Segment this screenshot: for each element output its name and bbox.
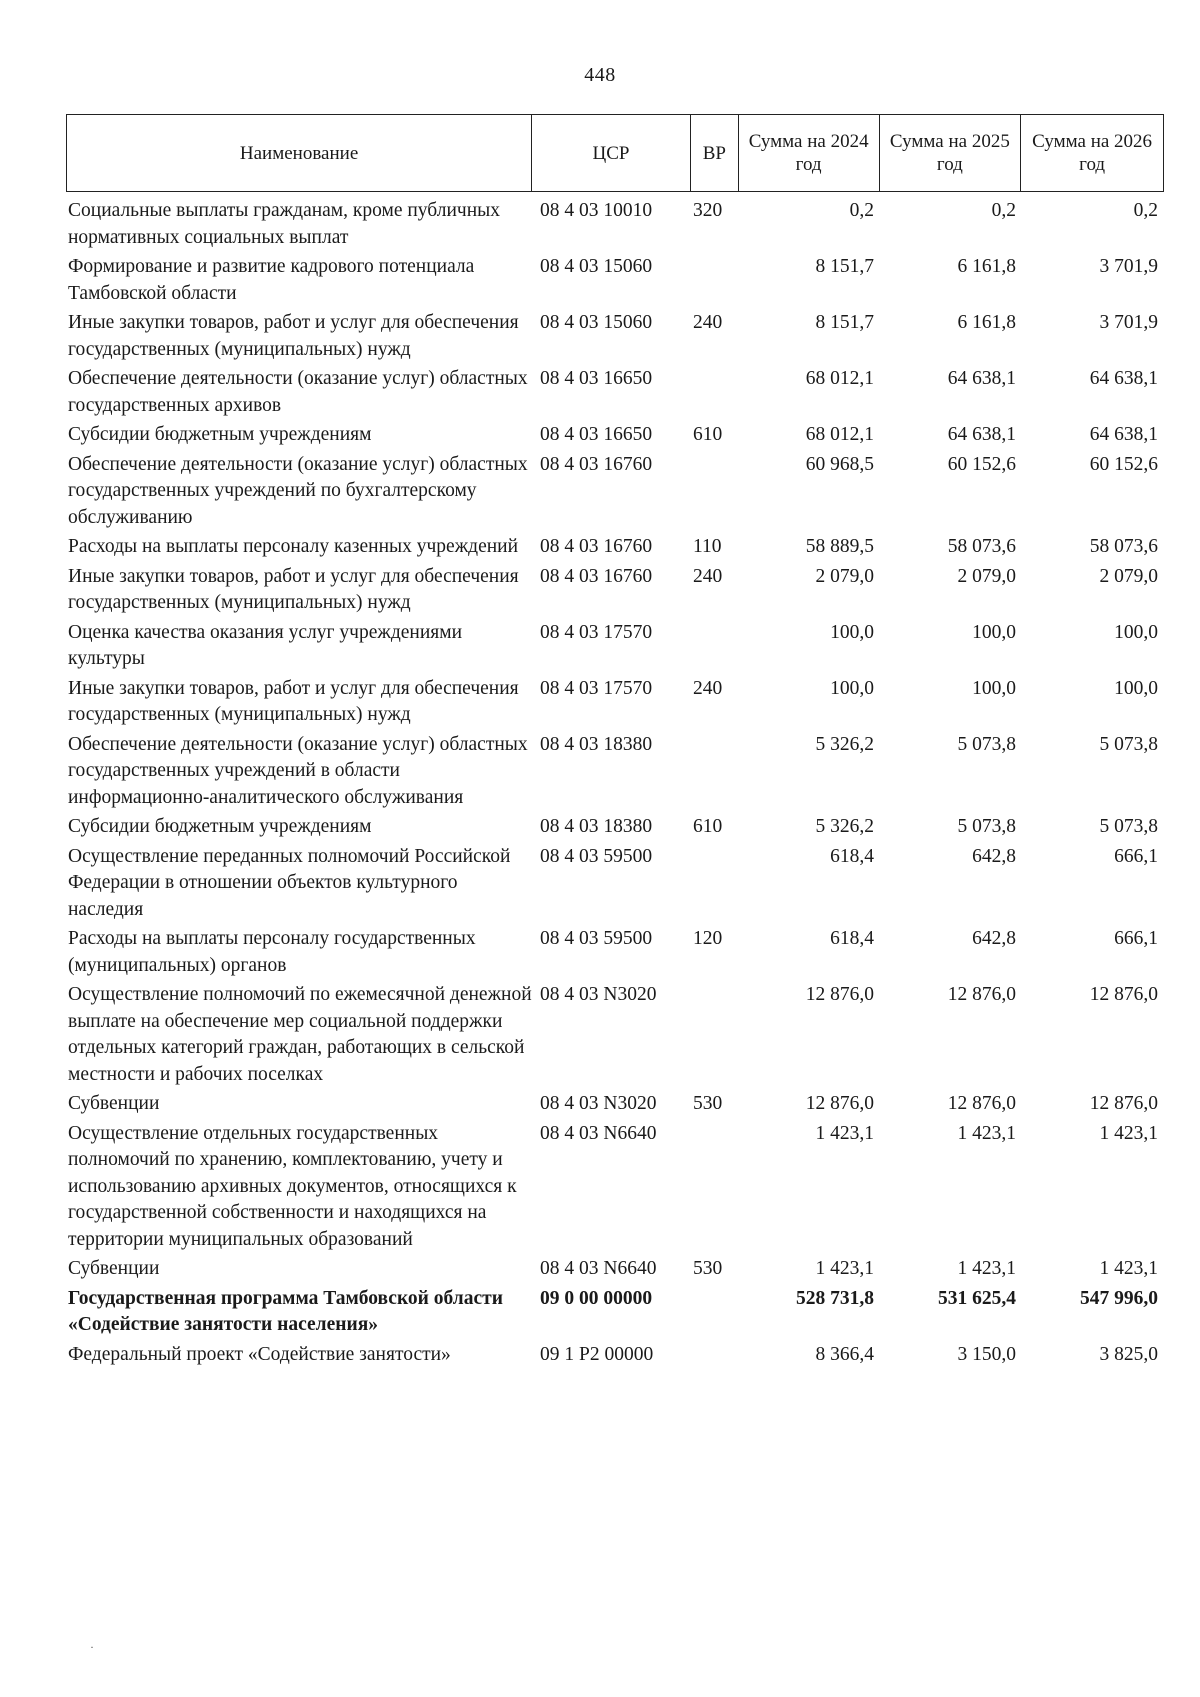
cell-csr: 08 4 03 18380 [540,733,653,755]
cell-sum-2024: 618,4 [830,928,874,949]
cell-name: Федеральный проект «Содействие занятости» [68,1343,451,1365]
cell-csr: 08 4 03 16650 [540,368,653,389]
cell-sum-2025: 642,8 [972,928,1016,949]
cell-csr: 08 4 03 10010 [540,200,653,221]
cell-csr: 08 4 03 59500 [540,928,653,949]
cell-name: Субвенции [68,1093,160,1114]
table-row [66,1342,1164,1369]
cell-sum-2024: 0,2 [849,200,874,221]
cell-vr [691,1121,739,1254]
cell-name: Субсидии бюджетным учреждениям [68,816,372,837]
cell-vr [691,1342,739,1369]
cell-vr: 120 [693,928,723,949]
cell-sum-2025: 1 423,1 [957,1258,1016,1279]
table-row [66,620,1164,673]
cell-name: Оценка качества оказания услуг учреждениями культуры [68,621,463,669]
cell-csr: 08 4 03 16650 [540,424,653,445]
header-name: Наименование [67,115,532,191]
cell-sum-2026: 64 638,1 [1089,424,1158,445]
cell-csr: 09 1 P2 00000 [540,1343,654,1365]
cell-name: Субсидии бюджетным учреждениям [68,424,372,445]
header-csr: ЦСР [532,115,691,191]
table-row [66,198,1164,251]
cell-name: Обеспечение деятельности (оказание услуг) областных государственных учреждений по бухгалтерскому обслуживанию [68,453,528,528]
cell-vr: 530 [693,1093,723,1114]
cell-name: Осуществление полномочий по ежемесячной денежной выплате на обеспечение мер социальной поддержки отдельных категорий граждан, работающих в сельской местности и рабочих поселках [68,984,532,1085]
cell-vr: 240 [693,565,723,587]
header-sum-2025: Сумма на 2025 год [880,115,1022,191]
table-row [66,422,1164,449]
cell-sum-2024: 8 366,4 [815,1343,874,1365]
cell-sum-2025: 100,0 [972,677,1016,699]
table-row [66,676,1164,729]
cell-csr: 08 4 03 18380 [540,816,653,837]
cell-vr: 610 [693,424,723,445]
cell-sum-2025: 100,0 [972,621,1016,643]
cell-sum-2024: 58 889,5 [805,536,874,557]
table-row [66,1121,1164,1254]
cell-sum-2024: 12 876,0 [805,984,874,1005]
table-row [66,1256,1164,1283]
table-row [66,452,1164,532]
cell-sum-2026: 666,1 [1114,845,1158,867]
table-row [66,1091,1164,1118]
table-row [66,254,1164,307]
table-body [66,198,1164,1371]
cell-name: Формирование и развитие кадрового потенциала Тамбовской области [68,256,475,304]
cell-sum-2025: 642,8 [972,845,1016,867]
cell-sum-2024: 1 423,1 [815,1122,874,1144]
cell-sum-2024: 2 079,0 [815,565,874,587]
header-vr: ВР [691,115,739,191]
cell-sum-2025: 64 638,1 [947,368,1016,389]
cell-name: Субвенции [68,1258,160,1279]
table-row [66,1286,1164,1339]
cell-vr [691,452,739,532]
cell-csr: 08 4 03 N3020 [540,1093,657,1114]
cell-sum-2026: 12 876,0 [1089,1093,1158,1114]
cell-name: Осуществление отдельных государственных полномочий по хранению, комплектованию, учету и использованию архивных документов, относящихся к государственной собственности и находящихся на территории муниципальных образований [68,1122,517,1250]
cell-sum-2024: 68 012,1 [805,368,874,389]
cell-sum-2025: 60 152,6 [947,453,1016,475]
cell-csr: 08 4 03 59500 [540,845,653,867]
cell-sum-2026: 5 073,8 [1099,816,1158,837]
cell-vr [691,844,739,924]
cell-csr: 08 4 03 16760 [540,565,653,587]
cell-vr: 320 [693,200,723,221]
cell-csr: 08 4 03 N3020 [540,984,657,1005]
table-row [66,926,1164,979]
cell-csr: 08 4 03 17570 [540,677,653,699]
cell-name: Иные закупки товаров, работ и услуг для обеспечения государственных (муниципальных) нужд [68,677,519,725]
cell-sum-2024: 68 012,1 [805,424,874,445]
table-row [66,844,1164,924]
cell-csr: 08 4 03 16760 [540,536,653,557]
table-row [66,366,1164,419]
cell-name: Социальные выплаты гражданам, кроме публичных нормативных социальных выплат [68,200,500,248]
cell-sum-2025: 5 073,8 [957,733,1016,755]
table-row [66,564,1164,617]
table-row [66,982,1164,1088]
cell-vr [691,982,739,1088]
cell-name: Расходы на выплаты персоналу государственных (муниципальных) органов [68,928,476,976]
cell-sum-2024: 8 151,7 [815,256,874,277]
table-row [66,534,1164,561]
table-row [66,732,1164,812]
cell-sum-2024: 1 423,1 [815,1258,874,1279]
cell-csr: 08 4 03 N6640 [540,1122,657,1144]
cell-sum-2025: 12 876,0 [947,984,1016,1005]
cell-sum-2026: 3 701,9 [1099,256,1158,277]
cell-sum-2024: 618,4 [830,845,874,867]
cell-name: Обеспечение деятельности (оказание услуг) областных государственных архивов [68,368,528,416]
cell-sum-2026: 12 876,0 [1089,984,1158,1005]
cell-sum-2024: 12 876,0 [805,1093,874,1114]
cell-sum-2026: 3 701,9 [1099,312,1158,333]
header-sum-2024: Сумма на 2024 год [739,115,880,191]
cell-sum-2026: 3 825,0 [1099,1343,1158,1365]
cell-sum-2025: 58 073,6 [947,536,1016,557]
header-sum-2026: Сумма на 2026 год [1032,131,1153,175]
page-number: 448 [584,64,616,86]
cell-sum-2024: 60 968,5 [805,453,874,475]
cell-sum-2026: 666,1 [1114,928,1158,949]
cell-sum-2025: 1 423,1 [957,1122,1016,1144]
cell-vr [691,620,739,673]
cell-sum-2026: 1 423,1 [1099,1258,1158,1279]
cell-csr: 08 4 03 15060 [540,312,653,333]
cell-name: Расходы на выплаты персоналу казенных учреждений [68,536,519,557]
cell-sum-2026: 2 079,0 [1099,565,1158,587]
cell-sum-2026: 58 073,6 [1089,536,1158,557]
cell-vr: 530 [693,1258,723,1279]
cell-csr: 08 4 03 15060 [540,256,653,277]
cell-sum-2026: 100,0 [1114,621,1158,643]
cell-sum-2024: 100,0 [830,621,874,643]
cell-csr: 08 4 03 16760 [540,453,653,475]
cell-sum-2025: 531 625,4 [938,1287,1016,1309]
cell-sum-2024: 528 731,8 [796,1287,874,1309]
cell-vr: 110 [693,536,722,557]
cell-vr [691,732,739,812]
cell-vr: 240 [693,677,723,699]
cell-sum-2026: 64 638,1 [1089,368,1158,389]
cell-sum-2024: 100,0 [830,677,874,699]
cell-sum-2024: 5 326,2 [815,733,874,755]
cell-sum-2025: 0,2 [991,200,1016,221]
table-header [66,114,1164,192]
cell-sum-2026: 1 423,1 [1099,1122,1158,1144]
cell-csr: 09 0 00 00000 [540,1287,653,1309]
table-row [66,310,1164,363]
cell-name: Обеспечение деятельности (оказание услуг) областных государственных учреждений в области информационно-аналитического обслуживания [68,733,528,808]
table-row [66,814,1164,841]
cell-sum-2025: 3 150,0 [957,1343,1016,1365]
cell-sum-2026: 547 996,0 [1080,1287,1158,1309]
cell-name: Иные закупки товаров, работ и услуг для обеспечения государственных (муниципальных) нужд [68,565,519,613]
cell-csr: 08 4 03 17570 [540,621,653,643]
cell-vr [691,366,739,419]
cell-vr [691,1286,739,1339]
cell-sum-2025: 6 161,8 [957,256,1016,277]
cell-sum-2026: 100,0 [1114,677,1158,699]
cell-sum-2025: 12 876,0 [947,1093,1016,1114]
cell-sum-2025: 2 079,0 [957,565,1016,587]
cell-sum-2026: 0,2 [1133,200,1158,221]
cell-sum-2026: 5 073,8 [1099,733,1158,755]
cell-name: Иные закупки товаров, работ и услуг для обеспечения государственных (муниципальных) нужд [68,312,519,360]
cell-name: Государственная программа Тамбовской области «Содействие занятости населения» [68,1287,503,1335]
cell-sum-2024: 8 151,7 [815,312,874,333]
cell-name: Осуществление переданных полномочий Российской Федерации в отношении объектов культурного наследия [68,845,511,920]
cell-sum-2026: 60 152,6 [1089,453,1158,475]
cell-sum-2025: 5 073,8 [957,816,1016,837]
scan-mark: · [90,1640,94,1654]
cell-vr: 240 [693,312,723,333]
cell-sum-2024: 5 326,2 [815,816,874,837]
cell-csr: 08 4 03 N6640 [540,1258,657,1279]
cell-sum-2025: 64 638,1 [947,424,1016,445]
cell-sum-2025: 6 161,8 [957,312,1016,333]
cell-vr: 610 [693,816,723,837]
cell-vr [691,254,739,307]
